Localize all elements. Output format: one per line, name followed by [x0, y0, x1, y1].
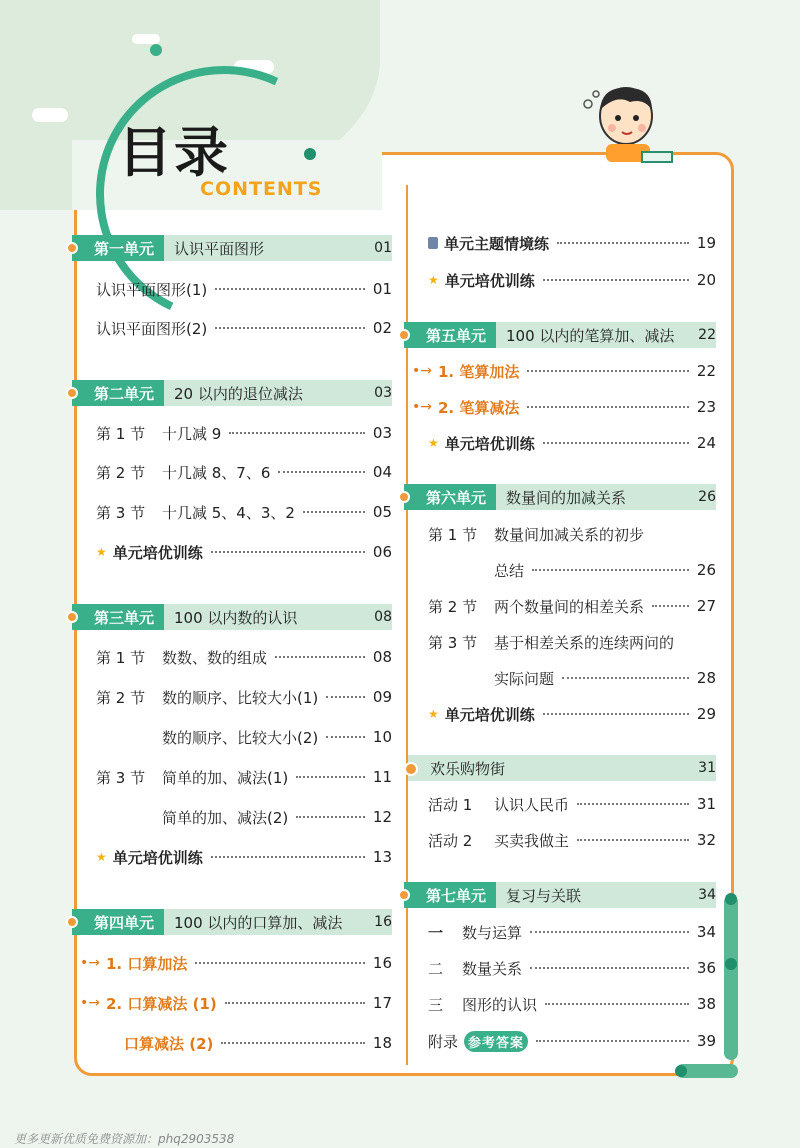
star-icon: ★: [96, 850, 107, 864]
page-number: 16: [372, 954, 392, 972]
entry-label: 买卖我做主: [494, 831, 570, 850]
entry-label: 数的顺序、比较大小(2): [162, 728, 319, 747]
page-number: 29: [696, 705, 716, 723]
entry-label: 2. 口算减法 (1): [106, 994, 217, 1013]
leader-dots: [326, 696, 365, 698]
entry-label: 认识人民币: [494, 795, 570, 814]
side-tab-dot: [725, 958, 737, 970]
toc-entry[interactable]: [162, 804, 392, 830]
entry-label: 图形的认识: [462, 995, 538, 1014]
toc-entry[interactable]: [96, 844, 392, 870]
cloud-decoration: [32, 108, 68, 122]
page-number: 11: [372, 768, 392, 786]
toc-entry[interactable]: [494, 665, 716, 691]
toc-entry[interactable]: [80, 950, 392, 976]
toc-entry[interactable]: [428, 230, 716, 256]
leader-dots: [527, 406, 689, 408]
page-number: 27: [696, 597, 716, 615]
leader-dots: [536, 1040, 689, 1042]
arrow-right-icon: •→: [412, 363, 432, 379]
leader-dots: [296, 816, 365, 818]
star-icon: ★: [428, 436, 439, 450]
arrow-right-icon: •→: [80, 955, 100, 971]
leader-dots: [211, 551, 365, 553]
star-icon: ★: [428, 707, 439, 721]
cloud-decoration: [132, 34, 160, 44]
unit-6-header[interactable]: [408, 484, 716, 510]
toc-entry[interactable]: [96, 499, 392, 525]
page-number: 39: [696, 1032, 716, 1050]
page-number: 16: [374, 914, 392, 930]
section-number: 第 1 节: [96, 424, 146, 443]
shopping-street-header[interactable]: [408, 755, 716, 781]
toc-entry[interactable]: [428, 430, 716, 456]
page-number: 17: [372, 994, 392, 1012]
toc-entry[interactable]: [428, 701, 716, 727]
page-number: 18: [372, 1034, 392, 1052]
page-number: 01: [372, 280, 392, 298]
leader-dots: [275, 656, 365, 658]
entry-label: 基于相差关系的连续两问的: [494, 633, 675, 652]
section-number: 一: [428, 923, 444, 942]
section-number: 二: [428, 959, 444, 978]
toc-entry[interactable]: [428, 1028, 716, 1054]
leader-dots: [532, 569, 689, 571]
leader-dots: [577, 803, 689, 805]
page-number: 23: [696, 398, 716, 416]
leader-dots: [530, 931, 689, 933]
toc-entry[interactable]: [162, 724, 392, 750]
page-number: 04: [372, 463, 392, 481]
entry-label: 1. 口算加法: [106, 954, 188, 973]
toc-entry[interactable]: [96, 459, 392, 485]
unit-4-header[interactable]: [76, 909, 392, 935]
toc-entry[interactable]: [124, 1030, 392, 1056]
leader-dots: [221, 1042, 365, 1044]
unit-badge: 第七单元: [404, 882, 496, 908]
toc-entry[interactable]: [96, 315, 392, 341]
page-number: 26: [696, 561, 716, 579]
entry-label: 数的顺序、比较大小(1): [162, 688, 319, 707]
section-number: 第 2 节: [96, 688, 146, 707]
entry-label: 附录: [428, 1032, 459, 1051]
section-number: 第 2 节: [96, 463, 146, 482]
section-number: 第 1 节: [96, 648, 146, 667]
toc-entry[interactable]: [96, 764, 392, 790]
bullet-dot-icon: [404, 762, 418, 776]
entry-label: 单元培优训练: [112, 543, 203, 562]
page-number: 12: [372, 808, 392, 826]
unit-title: 认识平面图形: [174, 239, 265, 258]
page-number: 06: [372, 543, 392, 561]
page-subtitle: CONTENTS: [200, 178, 323, 200]
leader-dots: [215, 288, 365, 290]
page-number: 34: [696, 923, 716, 941]
page-number: 22: [698, 327, 716, 343]
leader-dots: [211, 856, 365, 858]
entry-label: 数数、数的组成: [162, 648, 268, 667]
entry-label: 单元培优训练: [444, 271, 535, 290]
unit-5-header[interactable]: [408, 322, 716, 348]
page-number: 38: [696, 995, 716, 1013]
section-number: 第 3 节: [428, 633, 478, 652]
page-number: 22: [696, 362, 716, 380]
page-number: 31: [698, 760, 716, 776]
leader-dots: [557, 242, 689, 244]
arrow-right-icon: •→: [412, 399, 432, 415]
unit-title: 欢乐购物街: [430, 759, 506, 778]
toc-entry[interactable]: [428, 521, 716, 547]
unit-badge: 第四单元: [72, 909, 164, 935]
unit-7-header[interactable]: [408, 882, 716, 908]
entry-label: 单元主题情境练: [444, 234, 550, 253]
page-number: 08: [374, 609, 392, 625]
unit-2-header[interactable]: [76, 380, 392, 406]
unit-badge: 第二单元: [72, 380, 164, 406]
book-icon: [428, 237, 438, 249]
leader-dots: [296, 776, 365, 778]
page-number: 24: [696, 434, 716, 452]
unit-title: 100 以内的笔算加、减法: [506, 326, 675, 345]
toc-entry[interactable]: [428, 827, 716, 853]
entry-label: 十几减 8、7、6: [162, 463, 271, 482]
unit-title: 100 以内的口算加、减法: [174, 913, 343, 932]
page-number: 32: [696, 831, 716, 849]
boy-reading-illustration: [582, 80, 678, 166]
entry-label: 简单的加、减法(2): [162, 808, 289, 827]
page-number: 36: [696, 959, 716, 977]
leader-dots: [326, 736, 365, 738]
leader-dots: [543, 442, 689, 444]
leader-dots: [562, 677, 689, 679]
entry-label-continued: 总结: [494, 561, 525, 580]
unit-title: 数量间的加减关系: [506, 488, 627, 507]
entry-label: 认识平面图形(2): [96, 319, 208, 338]
entry-label: 单元培优训练: [444, 434, 535, 453]
star-icon: ★: [428, 273, 439, 287]
page-number: 31: [696, 795, 716, 813]
section-number: 第 3 节: [96, 503, 146, 522]
toc-entry[interactable]: [96, 539, 392, 565]
page-number: 20: [696, 271, 716, 289]
page-number: 08: [372, 648, 392, 666]
unit-title: 20 以内的退位减法: [174, 384, 303, 403]
arc-end-dot: [304, 148, 316, 160]
toc-entry[interactable]: [428, 791, 716, 817]
unit-1-header[interactable]: [76, 235, 392, 261]
answer-key-badge: 参考答案: [464, 1031, 528, 1052]
leader-dots: [225, 1002, 365, 1004]
toc-entry[interactable]: [412, 394, 716, 420]
side-tab-dot: [725, 893, 737, 905]
toc-entry[interactable]: [428, 919, 716, 945]
entry-label: 单元培优训练: [112, 848, 203, 867]
page-number: 05: [372, 503, 392, 521]
unit-badge: 第五单元: [404, 322, 496, 348]
leader-dots: [527, 370, 689, 372]
page-number: 19: [696, 234, 716, 252]
side-tab-decoration: [724, 895, 738, 1060]
toc-entry[interactable]: [428, 593, 716, 619]
entry-label: 1. 笔算加法: [438, 362, 520, 381]
toc-entry[interactable]: [96, 684, 392, 710]
page-number: 01: [374, 240, 392, 256]
toc-entry[interactable]: [96, 644, 392, 670]
page-number: 28: [696, 669, 716, 687]
leader-dots: [303, 511, 365, 513]
page-title: 目录: [118, 121, 230, 184]
leader-dots: [545, 1003, 689, 1005]
entry-label: 认识平面图形(1): [96, 280, 208, 299]
toc-entry[interactable]: [494, 557, 716, 583]
entry-label: 两个数量间的相差关系: [494, 597, 645, 616]
leader-dots: [577, 839, 689, 841]
arc-start-dot: [150, 44, 162, 56]
page-number: 03: [374, 385, 392, 401]
column-divider: [406, 185, 408, 1065]
page-number: 09: [372, 688, 392, 706]
leader-dots: [543, 713, 689, 715]
leader-dots: [195, 962, 365, 964]
entry-label: 数量间加减关系的初步: [494, 525, 645, 544]
toc-entry[interactable]: [80, 990, 392, 1016]
unit-badge: 第六单元: [404, 484, 496, 510]
toc-entry[interactable]: [412, 358, 716, 384]
arrow-right-icon: •→: [80, 995, 100, 1011]
leader-dots: [229, 432, 365, 434]
toc-entry[interactable]: [96, 276, 392, 302]
leader-dots: [215, 327, 365, 329]
unit-badge: 第三单元: [72, 604, 164, 630]
section-number: 活动 2: [428, 831, 473, 850]
page-number: 34: [698, 887, 716, 903]
page-number: 02: [372, 319, 392, 337]
leader-dots: [652, 605, 689, 607]
bottom-tab-dot: [675, 1065, 687, 1077]
entry-label: 十几减 9: [162, 424, 222, 443]
page-number: 10: [372, 728, 392, 746]
entry-label-continued: 实际问题: [494, 669, 555, 688]
star-icon: ★: [96, 545, 107, 559]
section-number: 活动 1: [428, 795, 473, 814]
unit-3-header[interactable]: [76, 604, 392, 630]
section-number: 第 3 节: [96, 768, 146, 787]
toc-entry[interactable]: [428, 267, 716, 293]
entry-label: 十几减 5、4、3、2: [162, 503, 295, 522]
toc-entry[interactable]: [96, 420, 392, 446]
leader-dots: [543, 279, 689, 281]
footer-watermark-text: 更多更新优质免费资源加：phq2903538: [14, 1132, 235, 1146]
unit-title: 100 以内数的认识: [174, 608, 298, 627]
page-number: 26: [698, 489, 716, 505]
entry-label: 简单的加、减法(1): [162, 768, 289, 787]
section-number: 三: [428, 995, 444, 1014]
section-number: 第 2 节: [428, 597, 478, 616]
entry-label: 口算减法 (2): [124, 1034, 214, 1053]
toc-entry[interactable]: [428, 629, 716, 655]
page-number: 03: [372, 424, 392, 442]
entry-label: 数量关系: [462, 959, 523, 978]
entry-label: 数与运算: [462, 923, 523, 942]
entry-label: 2. 笔算减法: [438, 398, 520, 417]
section-number: 第 1 节: [428, 525, 478, 544]
unit-title: 复习与关联: [506, 886, 582, 905]
page-number: 13: [372, 848, 392, 866]
unit-badge: 第一单元: [72, 235, 164, 261]
toc-entry[interactable]: [428, 955, 716, 981]
entry-label: 单元培优训练: [444, 705, 535, 724]
leader-dots: [530, 967, 689, 969]
toc-entry[interactable]: [428, 991, 716, 1017]
leader-dots: [278, 471, 365, 473]
